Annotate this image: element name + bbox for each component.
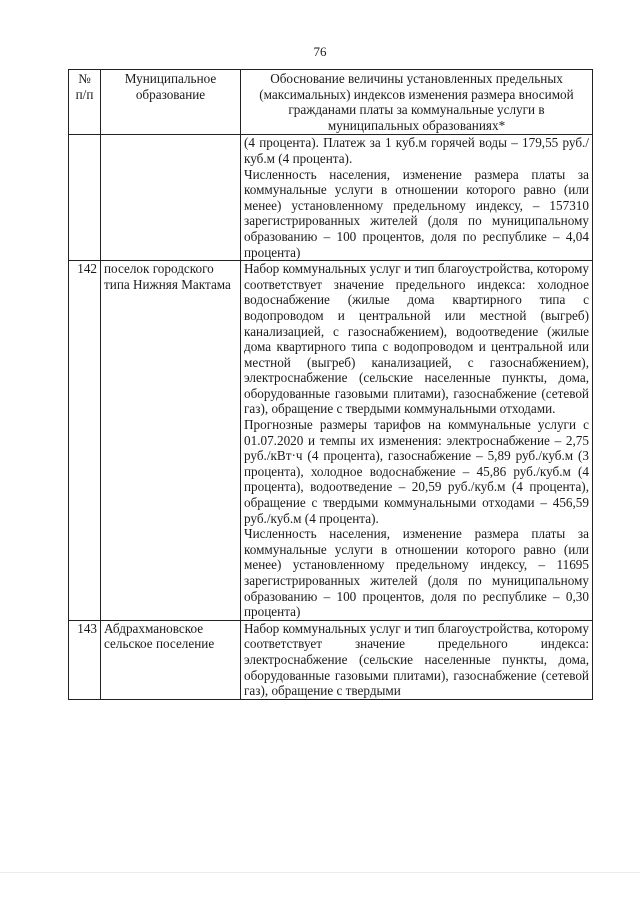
page-bottom-edge (0, 872, 640, 873)
justification-paragraph: Численность населения, изменение размера платы за коммунальные услуги в отношении которого равно (или менее) установленному предельному индексу, – 157310 зарегистрированных жителей (доля по муниципальному образованию – 100 процентов, доля по республике – 4,04 процента) (244, 166, 589, 260)
row-justification-cell (241, 620, 593, 699)
header-justification: Обоснование величины установленных предельных (максимальных) индексов изменения размера вносимой гражданами платы за коммунальные услуги в муниципальных образованиях* (241, 70, 593, 135)
justification-paragraph: Набор коммунальных услуг и тип благоустройства, которому соответствует значение предельного индекса: холодное водоснабжение (жилые дома квартирного типа с водопроводом и центральной или местной (выгреб) канализацией, с газоснабжением), водоотведение (жилые дома квартирного типа с водопроводом и центральной или местной (выгреб) канализацией, с газоснабжением), электроснабжение (сельские населенные пункты, дома, оборудованные газовыми плитами), газоснабжение (сетевой газ), обращение с твердыми коммунальными отходами. (244, 261, 589, 417)
justification-paragraph: Прогнозные размеры тарифов на коммунальные услуги с 01.07.2020 и темпы их изменения: электроснабжение – 2,75 руб./кВт·ч (4 процента), газоснабжение – 5,89 руб./куб.м (3 процента), холодное водоснабжение – 45,86 руб./куб.м (4 процента), водоотведение – 20,59 руб./куб.м (4 процента), обращение с твердыми коммунальными отходами – 456,59 руб./куб.м (4 процента). (244, 417, 589, 526)
header-municipality: Муниципальное образование (101, 70, 241, 135)
tariff-index-table (68, 69, 593, 700)
header-number: № п/п (69, 70, 101, 135)
row-municipality-cell: поселок городского типа Нижняя Мактама (101, 261, 241, 621)
table-row-continuation (69, 135, 593, 261)
page-number: 76 (313, 44, 327, 59)
row-number-cell: 142 (69, 261, 101, 621)
row-municipality-cell: Абдрахмановское сельское поселение (101, 620, 241, 699)
table-row-143 (69, 620, 593, 699)
row-number-cell (69, 135, 101, 261)
table-header-row (69, 70, 593, 135)
row-justification-cell (241, 261, 593, 621)
justification-paragraph: Набор коммунальных услуг и тип благоустройства, которому соответствует значение предельного индекса: электроснабжение (сельские населенные пункты, дома, оборудованные газовыми плитами), газоснабжение (сетевой газ), обращение с твердыми (244, 620, 589, 699)
row-municipality-cell (101, 135, 241, 261)
row-justification-cell (241, 135, 593, 261)
justification-paragraph: (4 процента). Платеж за 1 куб.м горячей воды – 179,55 руб./куб.м (4 процента). (244, 135, 589, 166)
row-number-cell: 143 (69, 620, 101, 699)
table-row-142 (69, 261, 593, 621)
justification-paragraph: Численность населения, изменение размера платы за коммунальные услуги в отношении которого равно (или менее) установленному предельному индексу, – 11695 зарегистрированных жителей (доля по муниципальному образованию – 100 процентов, доля по республике – 0,30 процента) (244, 526, 589, 620)
